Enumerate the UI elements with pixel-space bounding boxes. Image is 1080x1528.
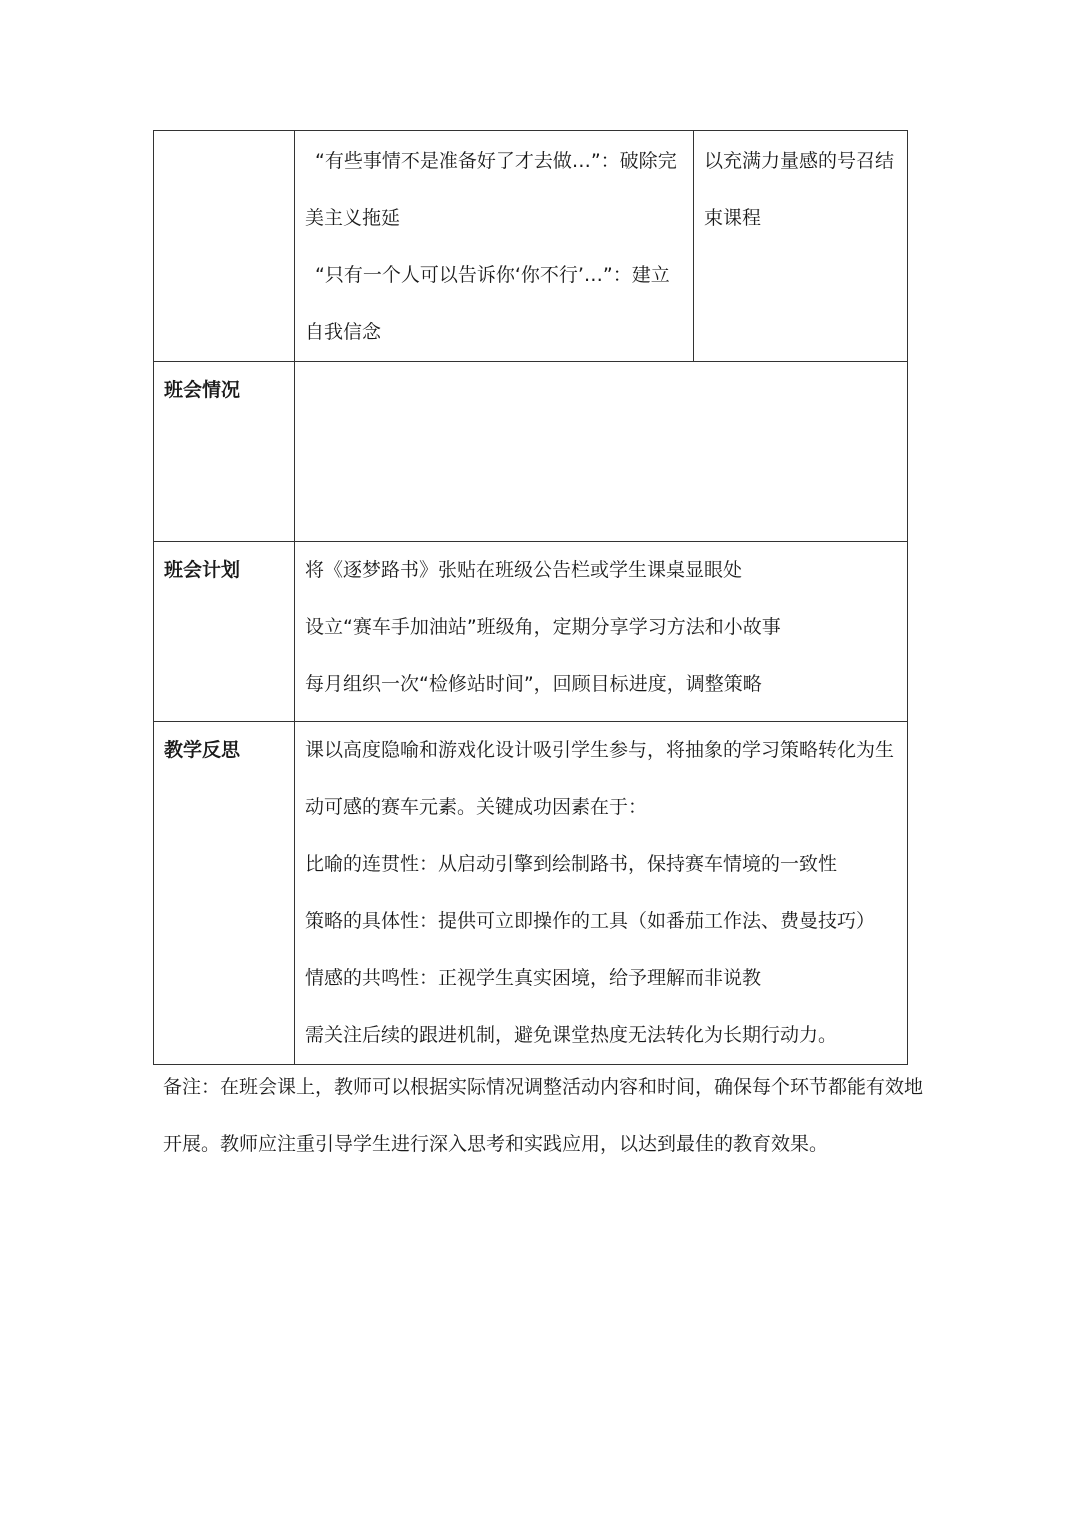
table-row-situation bbox=[154, 362, 908, 542]
closing-quotes-cell bbox=[295, 131, 694, 362]
reflection-item: 比喻的连贯性：从启动引擎到绘制路书，保持赛车情境的一致性 bbox=[305, 853, 838, 875]
plan-item: 每月组织一次“检修站时间”，回顾目标进度，调整策略 bbox=[305, 673, 762, 695]
reflection-item: 情感的共鸣性：正视学生真实困境，给予理解而非说教 bbox=[305, 967, 762, 989]
reflection-label: 教学反思 bbox=[154, 722, 295, 1065]
reflection-item: 需关注后续的跟进机制，避免课堂热度无法转化为长期行动力。 bbox=[305, 1024, 838, 1046]
table-row-closing bbox=[154, 131, 908, 362]
footnote-remark: 备注：在班会课上，教师可以根据实际情况调整活动内容和时间，确保每个环节都能有效地开展。教师应注重引导学生进行深入思考和实践应用，以达到最佳的教育效果。 bbox=[163, 1076, 924, 1155]
plan-label: 班会计划 bbox=[154, 542, 295, 722]
closing-summary-cell: 以充满力量感的号召结束课程 bbox=[694, 131, 908, 362]
table-row-plan bbox=[154, 542, 908, 722]
lesson-plan-table bbox=[153, 130, 908, 1065]
plan-item: 将《逐梦路书》张贴在班级公告栏或学生课桌显眼处 bbox=[305, 559, 743, 581]
plan-item: 设立“赛车手加油站”班级角，定期分享学习方法和小故事 bbox=[305, 616, 781, 638]
reflection-content bbox=[295, 722, 908, 1065]
reflection-item: 策略的具体性：提供可立即操作的工具（如番茄工作法、费曼技巧） bbox=[305, 910, 876, 932]
situation-content bbox=[295, 362, 908, 542]
quote-perfectionism: “有些事情不是准备好了才去做…”：破除完美主义拖延 bbox=[305, 150, 677, 229]
reflection-item: 课以高度隐喻和游戏化设计吸引学生参与，将抽象的学习策略转化为生动可感的赛车元素。关键成功因素在于： bbox=[305, 739, 895, 818]
table-row-reflection bbox=[154, 722, 908, 1065]
row-label-empty bbox=[154, 131, 295, 362]
quote-self-belief: “只有一个人可以告诉你‘你不行’…”：建立自我信念 bbox=[305, 264, 670, 343]
plan-content bbox=[295, 542, 908, 722]
situation-label: 班会情况 bbox=[154, 362, 295, 542]
